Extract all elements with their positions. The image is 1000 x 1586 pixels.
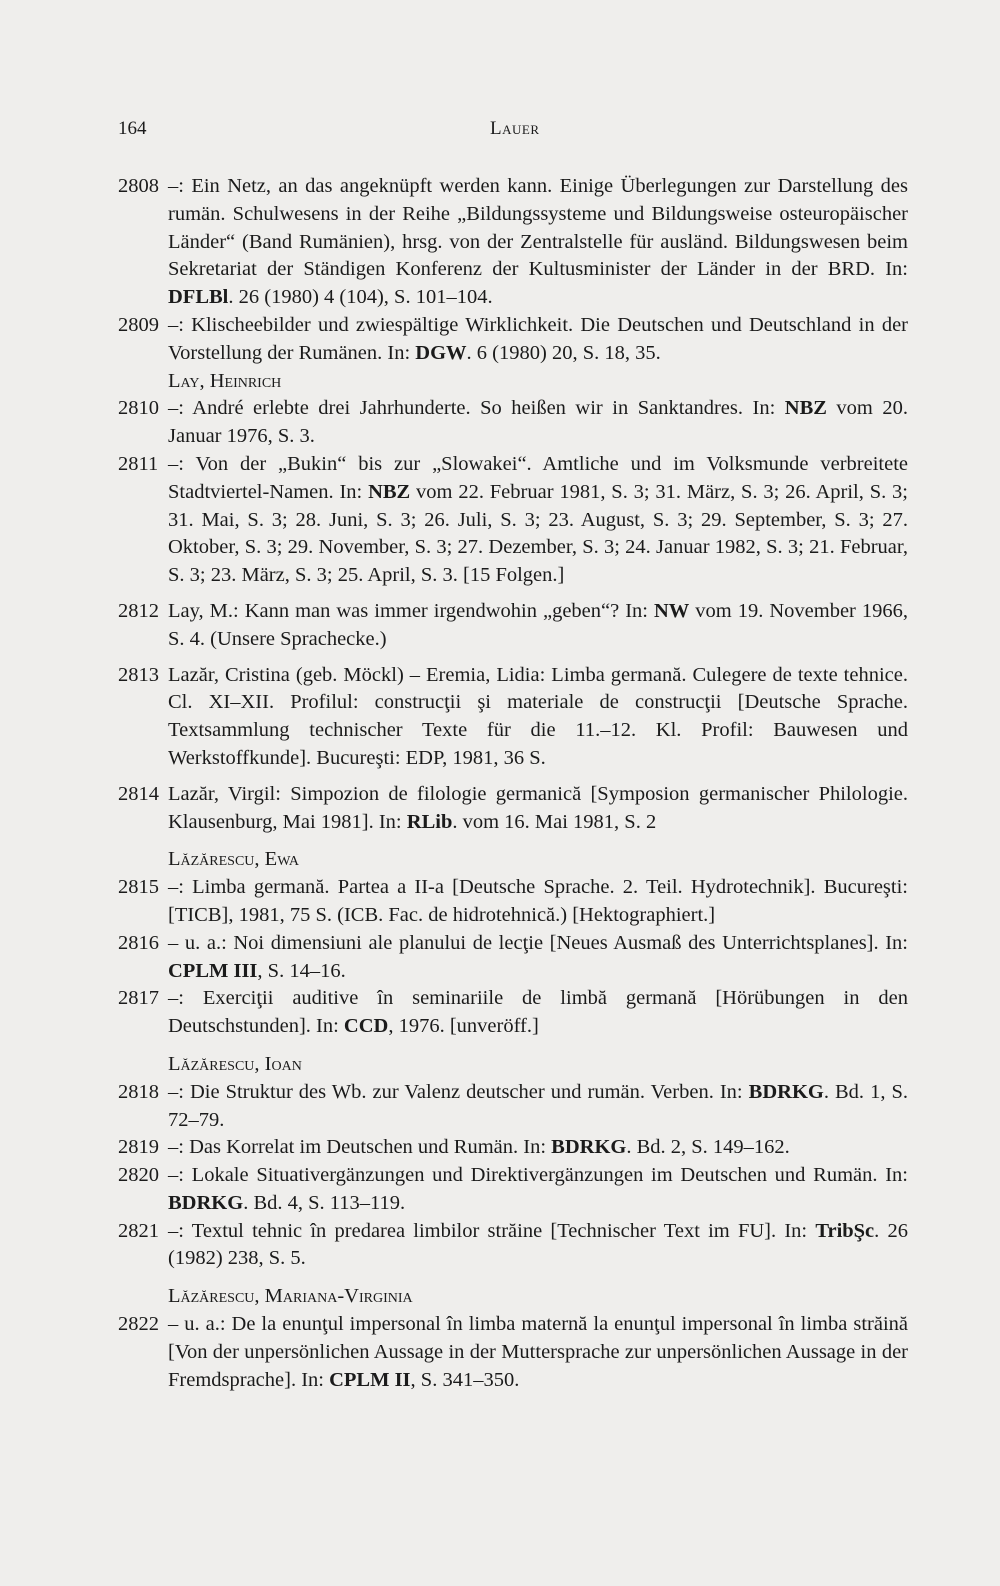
- entry-number: 2813: [118, 663, 159, 686]
- bibliography-entry: [118, 930, 908, 986]
- running-title: Lauer: [490, 118, 540, 139]
- entry-text-tail: , S. 341–350.: [410, 1368, 520, 1391]
- bibliography-entry: [118, 1162, 908, 1218]
- bibliography-entry: [118, 1079, 908, 1135]
- entry-source: BDRKG: [168, 1191, 244, 1214]
- bibliography-entry: [118, 451, 908, 590]
- entry-number: 2809: [118, 313, 159, 336]
- entry-text-tail: . Bd. 4, S. 113–119.: [243, 1191, 406, 1214]
- entry-text-tail: . 6 (1980) 20, S. 18, 35.: [466, 341, 661, 364]
- entry-text: Lay, M.: Kann man was immer irgendwohin „geben“? In:: [168, 599, 654, 622]
- entry-source: TribŞc: [815, 1219, 875, 1242]
- bibliography-entry: [118, 312, 908, 368]
- entry-text-tail: vom 19. November 1966, S. 4. (Unsere Sprachecke.): [168, 599, 908, 650]
- entry-source: DGW: [415, 341, 467, 364]
- entry-text: –: Exerciţii auditive în seminariile de limbă germană [Hörübungen in den Deutschstunden]. In:: [168, 987, 908, 1038]
- entry-text-tail: . 26 (1980) 4 (104), S. 101–104.: [228, 286, 493, 309]
- entry-source: BDRKG: [748, 1080, 824, 1103]
- entry-source: NBZ: [784, 397, 827, 420]
- entry-source: CPLM III: [168, 959, 258, 982]
- author-heading: Lay, Heinrich: [168, 369, 282, 392]
- entry-text: –: Von der „Bukin“ bis zur „Slowakei“. Amtliche und im Volksmunde verbreitete Stadtviertel-Namen. In:: [168, 452, 908, 503]
- entry-text-tail: , 1976. [unveröff.]: [388, 1015, 539, 1038]
- entry-text-tail: . vom 16. Mai 1981, S. 2: [452, 810, 657, 833]
- author-heading: Lăzărescu, Ioan: [168, 1052, 302, 1075]
- entry-text: Lazăr, Virgil: Simpozion de filologie germanică [Symposion germanischer Philologie. Klausenburg, Mai 1981]. In:: [168, 782, 908, 833]
- entry-text-tail: vom 22. Februar 1981, S. 3; 31. März, S. 3; 26. April, S. 3; 31. Mai, S. 3; 28. Juni, S. 3; 26. Juli, S. 3; 23. August, S. 3; 29. September, S. 3; 27. Oktober, S. 3; 29. November, S. 3; 27. Dezember, S. 3; 24. Januar 1982, S. 3; 21. Februar, S. 3; 23. März, S. 3; 25. April, S. 3. [15 Folgen.]: [168, 480, 908, 587]
- entry-number: 2817: [118, 987, 159, 1010]
- entry-source: CPLM II: [329, 1368, 411, 1391]
- entry-number: 2808: [118, 175, 159, 197]
- bibliography-entry: [118, 1311, 908, 1394]
- entry-number: 2821: [118, 1219, 159, 1242]
- entry-text: –: Das Korrelat im Deutschen und Rumän. In:: [168, 1136, 552, 1159]
- bibliography-entry: [118, 395, 908, 451]
- entry-source: BDRKG: [551, 1136, 627, 1159]
- entry-number: 2818: [118, 1080, 159, 1103]
- entry-text: –: Lokale Situativergänzungen und Direktivergänzungen im Deutschen und Rumän. In:: [168, 1164, 908, 1187]
- entry-text: –: Textul tehnic în predarea limbilor străine [Technischer Text im FU]. In:: [168, 1219, 816, 1242]
- entry-text-tail: vom 20. Januar 1976, S. 3.: [168, 397, 908, 448]
- page-header: [118, 118, 908, 148]
- page-number: 164: [118, 118, 147, 139]
- entry-text: –: André erlebte drei Jahrhunderte. So heißen wir in Sanktandres. In:: [168, 397, 785, 420]
- entry-source: DFLBl: [168, 286, 229, 309]
- entry-number: 2822: [118, 1313, 159, 1336]
- entry-text: – u. a.: Noi dimensiuni ale planului de lecţie [Neues Ausmaß des Unterrichtsplanes]. In:: [168, 931, 908, 954]
- entry-source: CCD: [343, 1015, 389, 1038]
- entry-text: –: Limba germană. Partea a II-a [Deutsche Sprache. 2. Teil. Hydrotechnik]. Bucureşti: [TICB], 1981, 75 S. (ICB. Fac. de hidrotehnică.) [Hektographiert.]: [168, 876, 908, 926]
- entry-text-tail: . Bd. 2, S. 149–162.: [626, 1136, 790, 1159]
- entry-number: 2815: [118, 876, 159, 899]
- bibliography-entry: [118, 781, 908, 837]
- entry-text: –: Die Struktur des Wb. zur Valenz deutscher und rumän. Verben. In:: [168, 1080, 749, 1103]
- entry-text-tail: . 26 (1982) 238, S. 5.: [168, 1219, 909, 1270]
- bibliography-entry: [118, 173, 908, 312]
- entry-number: 2810: [118, 397, 159, 420]
- entry-number: 2820: [118, 1164, 159, 1187]
- entry-number: 2812: [118, 599, 159, 622]
- entry-text: Lazăr, Cristina (geb. Möckl) – Eremia, Lidia: Limba germană. Culegere de texte tehnice. Cl. XI–XII. Profilul: construcţii şi materiale de construcţii [Deutsche Sprache. Textsammlung technischer Texte für die 11.–12. Kl. Profil: Bauwesen und Werkstoffkunde]. Bucureşti: EDP, 1981, 36 S.: [168, 663, 908, 769]
- entry-source: NW: [654, 599, 690, 622]
- bibliography-entry: [118, 985, 908, 1041]
- entry-source: NBZ: [368, 480, 411, 503]
- entry-number: 2819: [118, 1136, 159, 1159]
- entry-source: RLib: [406, 810, 453, 833]
- bibliography-entry: [118, 662, 908, 773]
- entry-text-tail: . Bd. 1, S. 72–79.: [168, 1080, 908, 1131]
- bibliography-list: [118, 173, 908, 1394]
- bibliography-entry: [118, 1218, 908, 1274]
- entry-number: 2816: [118, 931, 159, 954]
- entry-text: – u. a.: De la enunţul impersonal în limba maternă la enunţul impersonal în limba străină [Von der unpersönlichen Aussage in der Muttersprache zur unpersönlichen Aussage in der Fremdsprache]. In:: [168, 1313, 908, 1391]
- entry-number: 2814: [118, 782, 159, 805]
- bibliography-entry: [118, 1134, 908, 1162]
- bibliography-entry: [118, 874, 908, 930]
- entry-text: –: Ein Netz, an das angeknüpft werden kann. Einige Überlegungen zur Darstellung des rumän. Schulwesens in der Reihe „Bildungssysteme und Bildungsweise osteuropäischer Länder“ (Band Rumänien), hrsg. von der Zentralstelle für ausländ. Bildungswesen beim Sekretariat der Ständigen Konferenz der Kultusminister der Länder in der BRD. In:: [168, 175, 908, 281]
- entry-text-tail: , S. 14–16.: [257, 959, 346, 982]
- entry-text: –: Klischeebilder und zwiespältige Wirklichkeit. Die Deutschen und Deutschland in der Vorstellung der Rumänen. In:: [168, 313, 908, 364]
- bibliography-entry: [118, 598, 908, 654]
- author-heading: Lăzărescu, Mariana-Virginia: [168, 1285, 413, 1308]
- entry-number: 2811: [118, 452, 159, 475]
- author-heading: Lăzărescu, Ewa: [168, 848, 299, 871]
